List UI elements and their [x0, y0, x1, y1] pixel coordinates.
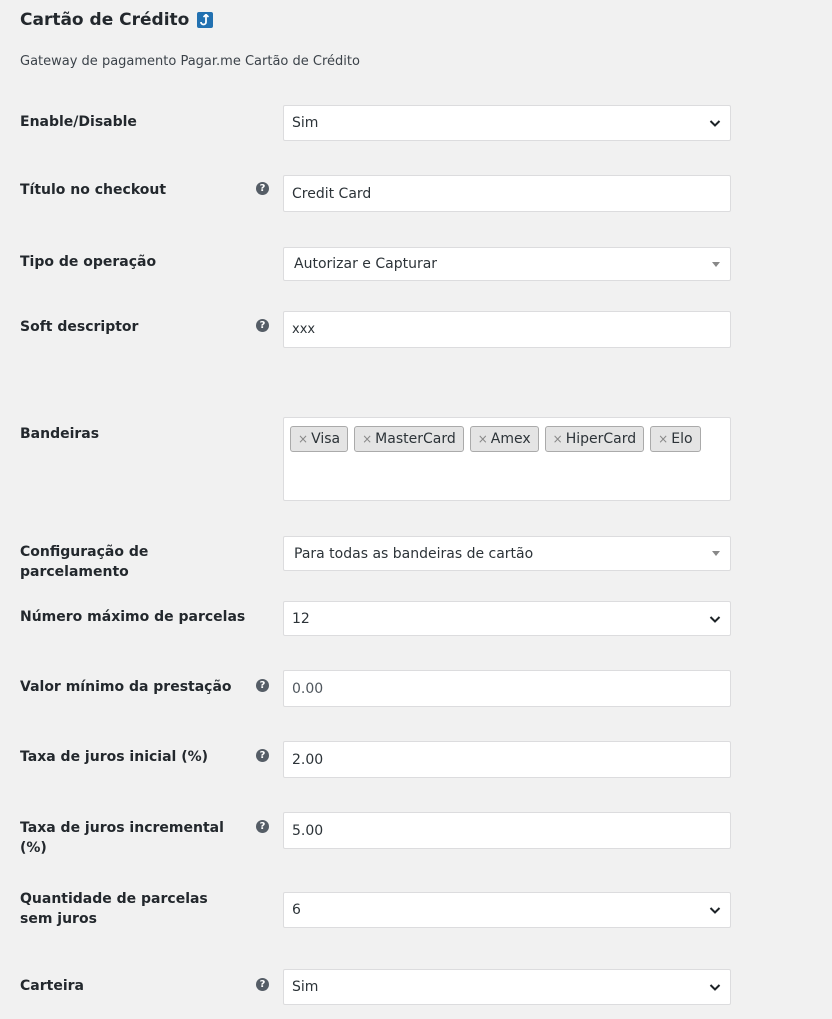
remove-tag-icon[interactable]: ×	[477, 432, 488, 446]
help-icon[interactable]: ?	[256, 319, 269, 332]
valor-minimo-label: Valor mínimo da prestação	[20, 679, 232, 695]
remove-tag-icon[interactable]: ×	[658, 432, 669, 446]
tipo-operacao-value: Autorizar e Capturar	[294, 256, 438, 272]
taxa-inicial-label: Taxa de juros inicial (%)	[20, 749, 209, 765]
tag-label: Visa	[311, 431, 341, 447]
remove-tag-icon[interactable]: ×	[552, 432, 563, 446]
chevron-down-icon	[708, 980, 722, 994]
taxa-inicial-value: 2.00	[292, 751, 324, 768]
tag-label: Amex	[490, 431, 531, 447]
valor-minimo-placeholder: 0.00	[292, 680, 324, 697]
config-parcelamento-label: Configuração de parcelamento	[20, 544, 149, 580]
bandeiras-label: Bandeiras	[20, 426, 100, 442]
page-title-text: Cartão de Crédito	[20, 10, 190, 30]
bandeiras-multiselect[interactable]	[283, 417, 731, 501]
tag-hipercard	[545, 426, 645, 452]
chevron-down-icon	[708, 116, 722, 130]
parcelas-sem-juros-label: Quantidade de parcelas sem juros	[20, 891, 208, 927]
tag-elo	[650, 426, 700, 452]
remove-tag-icon[interactable]: ×	[298, 432, 309, 446]
tag-amex	[470, 426, 539, 452]
taxa-incremental-input[interactable]	[283, 812, 731, 849]
enable-disable-value: Sim	[292, 115, 319, 131]
return-arrow-icon[interactable]	[197, 12, 213, 28]
valor-minimo-input[interactable]	[283, 670, 731, 707]
dropdown-arrow-icon	[712, 262, 720, 267]
max-parcelas-value: 12	[292, 610, 310, 627]
tag-label: MasterCard	[375, 431, 456, 447]
titulo-checkout-value: Credit Card	[292, 185, 372, 202]
chevron-down-icon	[708, 903, 722, 917]
carteira-label: Carteira	[20, 978, 84, 994]
tag-label: HiperCard	[565, 431, 637, 447]
soft-descriptor-value: xxx	[292, 322, 316, 337]
titulo-checkout-input[interactable]	[283, 175, 731, 212]
remove-tag-icon[interactable]: ×	[362, 432, 373, 446]
carteira-select[interactable]	[283, 969, 731, 1005]
enable-disable-label: Enable/Disable	[20, 114, 137, 130]
tag-visa	[290, 426, 348, 452]
config-parcelamento-value: Para todas as bandeiras de cartão	[294, 545, 534, 562]
help-icon[interactable]: ?	[256, 679, 269, 692]
carteira-value: Sim	[292, 979, 319, 995]
titulo-checkout-label: Título no checkout	[20, 182, 167, 198]
taxa-incremental-value: 5.00	[292, 822, 324, 839]
soft-descriptor-label: Soft descriptor	[20, 319, 139, 335]
parcelas-sem-juros-select[interactable]	[283, 892, 731, 928]
max-parcelas-select[interactable]	[283, 601, 731, 636]
page-description: Gateway de pagamento Pagar.me Cartão de Crédito	[20, 54, 360, 69]
help-icon[interactable]: ?	[256, 182, 269, 195]
enable-disable-select[interactable]	[283, 105, 731, 141]
config-parcelamento-select[interactable]	[283, 536, 731, 571]
taxa-incremental-label: Taxa de juros incremental (%)	[20, 820, 224, 856]
help-icon[interactable]: ?	[256, 749, 269, 762]
max-parcelas-label: Número máximo de parcelas	[20, 609, 246, 625]
help-icon[interactable]: ?	[256, 820, 269, 833]
parcelas-sem-juros-value: 6	[292, 902, 301, 918]
soft-descriptor-input[interactable]	[283, 311, 731, 348]
tipo-operacao-select[interactable]	[283, 247, 731, 281]
dropdown-arrow-icon	[712, 551, 720, 556]
taxa-inicial-input[interactable]	[283, 741, 731, 778]
tag-mastercard	[354, 426, 464, 452]
page-title	[20, 10, 213, 30]
chevron-down-icon	[708, 612, 722, 626]
help-icon[interactable]: ?	[256, 978, 269, 991]
tag-label: Elo	[671, 431, 693, 447]
tipo-operacao-label: Tipo de operação	[20, 254, 157, 270]
